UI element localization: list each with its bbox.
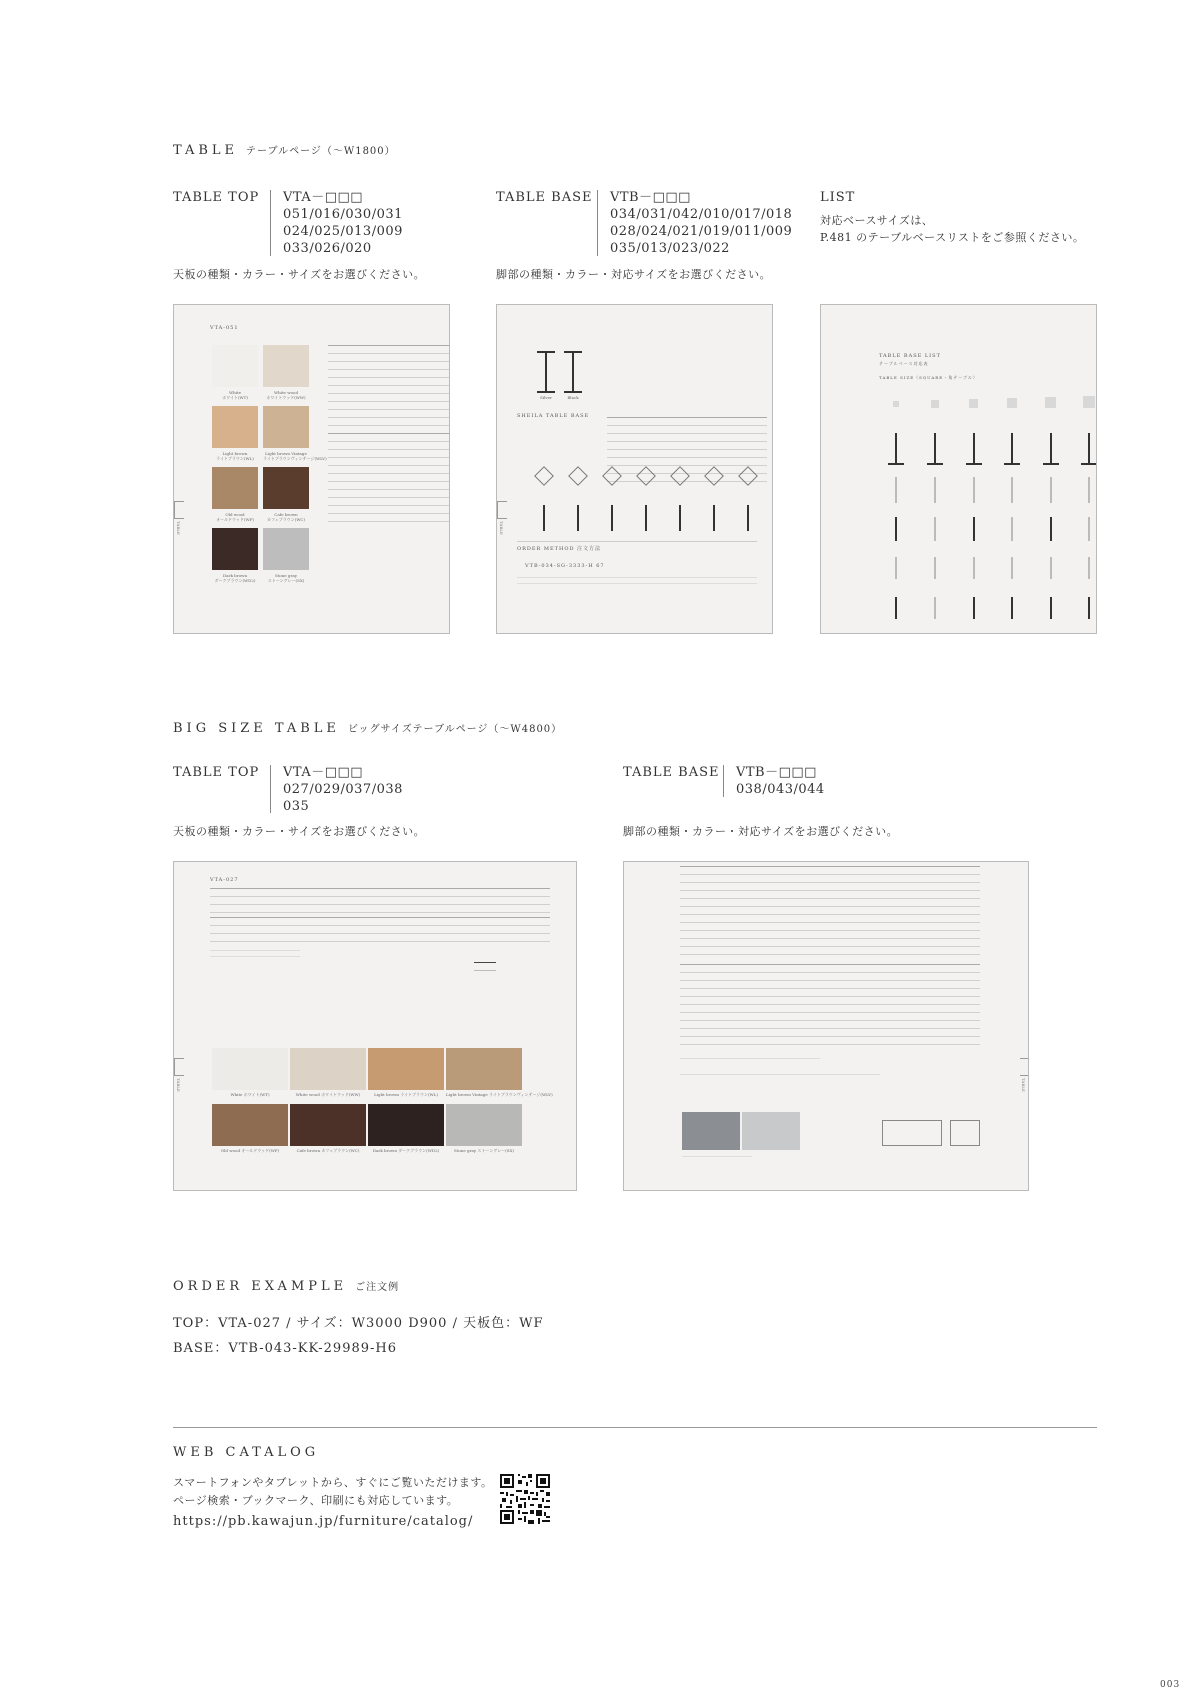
- leg: [1011, 477, 1013, 503]
- leg: [1011, 597, 1013, 619]
- leg: [1050, 557, 1052, 579]
- swatch: [212, 467, 258, 509]
- thumbnail-title: TABLE BASE LIST: [879, 353, 941, 359]
- table-size-label: TABLE SIZE（SQUARE・角テーブル）: [879, 375, 978, 380]
- table-top-codes: VTA－□□□ 051/016/030/031 024/025/013/009 033/026/020: [283, 190, 403, 256]
- thumbnail-title: SHEILA TABLE BASE: [517, 413, 590, 419]
- swatch-label: White ホワイト(WT): [222, 390, 248, 400]
- leg: [611, 505, 613, 531]
- text-line: [210, 956, 300, 957]
- text-line: [517, 577, 757, 578]
- foot: [966, 463, 982, 465]
- swatch: [368, 1048, 444, 1090]
- foot: [537, 391, 555, 393]
- leg: [934, 517, 936, 541]
- order-method-title: ORDER METHOD 注文方法: [517, 546, 602, 552]
- leg: [1050, 477, 1052, 503]
- order-example-heading: ORDER EXAMPLE ご注文例: [173, 1279, 400, 1294]
- foot: [1081, 463, 1097, 465]
- price-table: [328, 433, 450, 522]
- side-tab-label: TABLE: [176, 521, 181, 535]
- page-thumbnail-vta-051[interactable]: [173, 304, 450, 634]
- list-note: 対応ベースサイズは、 P.481 のテーブルベースリストをご参照ください。: [820, 214, 1085, 244]
- leg: [1011, 517, 1013, 541]
- side-tab-label: TABLE: [1021, 1078, 1026, 1092]
- thumbnail-title: VTA-051: [210, 325, 239, 331]
- leg-label: Black: [567, 395, 579, 400]
- swatch: [263, 406, 309, 448]
- swatch-label: White ホワイト(WT): [230, 1092, 270, 1097]
- table-base-label: TABLE BASE: [496, 190, 593, 205]
- foot: [1043, 463, 1059, 465]
- leg: [895, 517, 897, 541]
- leg: [973, 433, 975, 463]
- swatch-label: Stone gray ストーングレー(SX): [267, 573, 305, 583]
- leg: [645, 505, 647, 531]
- swatch-label: Cafe brown カフェブラウン(WC): [266, 512, 306, 522]
- size-square: [969, 399, 978, 408]
- table-top-label: TABLE TOP: [173, 190, 260, 205]
- swatch: [212, 406, 258, 448]
- text-line: [210, 950, 300, 951]
- swatch: [212, 345, 258, 387]
- price-table: [210, 917, 550, 942]
- leg: [973, 597, 975, 619]
- swatch-label: Stone gray ストーングレー(SX): [454, 1148, 514, 1153]
- big-table-base-codes: VTB－□□□ 038/043/044: [736, 765, 825, 797]
- leg: [973, 517, 975, 541]
- section-big-size-heading: BIG SIZE TABLE ビッグサイズテーブルページ（～W4800）: [173, 721, 563, 736]
- swatch: [446, 1048, 522, 1090]
- size-square: [1045, 397, 1056, 408]
- table-base-codes: VTB－□□□ 034/031/042/010/017/018 028/024/021/019/011/009 035/013/023/022: [610, 190, 793, 256]
- leg-black: [572, 351, 574, 391]
- order-code: VTB-034-SG-3333-H 67: [525, 563, 605, 569]
- leg: [1011, 557, 1013, 579]
- list-label: LIST: [820, 190, 856, 205]
- text-line: [680, 1058, 820, 1059]
- size-square: [1083, 396, 1095, 408]
- web-catalog-heading: WEB CATALOG: [173, 1445, 320, 1460]
- page-thumbnail-table-base-list[interactable]: [820, 304, 1097, 634]
- size-square: [1007, 398, 1017, 408]
- leg: [1088, 517, 1090, 541]
- foot: [888, 463, 904, 465]
- drawing: [882, 1120, 942, 1146]
- swatch: [212, 528, 258, 570]
- divider: [517, 541, 757, 542]
- swatch: [263, 345, 309, 387]
- drawing: [950, 1120, 980, 1146]
- big-table-top-codes: VTA－□□□ 027/029/037/038 035: [283, 765, 403, 814]
- text-line: [517, 583, 757, 584]
- big-table-base-note: 脚部の種類・カラー・対応サイズをお選びください。: [623, 825, 899, 838]
- leg: [1050, 433, 1052, 463]
- side-tab: [1020, 1058, 1029, 1076]
- thumbnail-title: VTA-027: [210, 877, 239, 883]
- diagram-line: [474, 970, 496, 971]
- swatch-label: Light brown Vintage ライトブラウンヴィンテージ(WLV): [263, 451, 327, 461]
- divider: [597, 190, 598, 256]
- price-table: [328, 345, 450, 426]
- swatch: [290, 1048, 366, 1090]
- leg: [895, 433, 897, 463]
- leg: [543, 505, 545, 531]
- leg: [934, 597, 936, 619]
- leg: [1011, 433, 1013, 463]
- leg: [747, 505, 749, 531]
- swatch-label: Old wood オールドウッド(WF): [220, 1148, 280, 1153]
- leg: [895, 477, 897, 503]
- swatch: [212, 1104, 288, 1146]
- leg: [679, 505, 681, 531]
- leg: [1050, 597, 1052, 619]
- page-number: 003: [1160, 1680, 1181, 1690]
- top: [537, 351, 555, 353]
- big-table-base-label: TABLE BASE: [623, 765, 720, 780]
- leg: [1088, 597, 1090, 619]
- swatch: [368, 1104, 444, 1146]
- swatch: [290, 1104, 366, 1146]
- diagram: [568, 466, 588, 486]
- divider: [723, 765, 724, 797]
- qr-code-icon[interactable]: [500, 1474, 550, 1524]
- leg: [713, 505, 715, 531]
- page-thumbnail-sheila-table-base[interactable]: [496, 304, 773, 634]
- web-catalog-line2: ページ検索・ブックマーク、印刷にも対応しています。: [173, 1494, 459, 1507]
- leg: [973, 477, 975, 503]
- leg: [1088, 557, 1090, 579]
- leg: [934, 557, 936, 579]
- foot: [1004, 463, 1020, 465]
- leg: [934, 433, 936, 463]
- spec-table: [680, 964, 980, 1045]
- divider-line: [173, 1427, 1097, 1428]
- swatch-label: Light brown ライトブラウン(WL): [374, 1092, 438, 1097]
- divider: [270, 190, 271, 256]
- swatch: [212, 1048, 288, 1090]
- side-tab-label: TABLE: [499, 521, 504, 535]
- diagram-line: [474, 962, 496, 963]
- leg: [934, 477, 936, 503]
- size-square: [931, 400, 939, 408]
- leg: [895, 557, 897, 579]
- divider: [270, 765, 271, 813]
- order-example-base: BASE：VTB-043-KK-29989-H6: [173, 1341, 398, 1356]
- big-table-top-note: 天板の種類・カラー・サイズをお選びください。: [173, 825, 426, 838]
- swatch-label: Cafe brown カフェブラウン(WC): [296, 1148, 360, 1153]
- swatch: [446, 1104, 522, 1146]
- swatch-label: Light brown ライトブラウン(WL): [216, 451, 254, 461]
- swatch-label: White wood ホワイトウッド(WW): [266, 390, 306, 400]
- leg: [1088, 477, 1090, 503]
- leg: [1088, 433, 1090, 463]
- leg-label: Silver: [540, 395, 552, 400]
- table-top-note: 天板の種類・カラー・サイズをお選びください。: [173, 268, 426, 281]
- swatch-label: Dark brown ダークブラウン(WD2): [372, 1148, 440, 1153]
- side-tab-label: TABLE: [176, 1078, 181, 1092]
- swatch-label: Dark brown ダークブラウン(WD2): [214, 573, 256, 583]
- page-thumbnail-vta-027[interactable]: [173, 861, 577, 1191]
- order-example-top: TOP：VTA-027 / サイズ：W3000 D900 / 天板色：WF: [173, 1316, 544, 1331]
- photo: [682, 1112, 740, 1150]
- side-tab: [174, 501, 184, 519]
- section-table-heading: TABLE テーブルページ（～W1800）: [173, 143, 396, 158]
- side-tab: [497, 501, 507, 519]
- price-table: [210, 888, 550, 913]
- side-tab: [174, 1058, 184, 1076]
- big-table-top-label: TABLE TOP: [173, 765, 260, 780]
- spec-table: [680, 866, 980, 955]
- swatch-label: Light brown Vintage ライトブラウンヴィンテージ(WLV): [446, 1092, 553, 1097]
- leg: [895, 597, 897, 619]
- page-thumbnail-big-table-base[interactable]: [623, 861, 1029, 1191]
- photo: [742, 1112, 800, 1150]
- table-base-note: 脚部の種類・カラー・対応サイズをお選びください。: [496, 268, 772, 281]
- thumbnail-subtitle: テーブルベース対応表: [879, 361, 929, 366]
- web-catalog-line1: スマートフォンやタブレットから、すぐにご覧いただけます。: [173, 1476, 493, 1489]
- top: [564, 351, 582, 353]
- swatch-label: Old wood オールドウッド(WF): [216, 512, 254, 522]
- text-line: [680, 1074, 880, 1075]
- leg: [577, 505, 579, 531]
- leg: [973, 557, 975, 579]
- foot: [927, 463, 943, 465]
- web-catalog-url-link[interactable]: https://pb.kawajun.jp/furniture/catalog/: [173, 1514, 474, 1529]
- swatch-label: White wood ホワイトウッド(WW): [295, 1092, 361, 1097]
- foot: [564, 391, 582, 393]
- leg: [1050, 517, 1052, 541]
- text-line: [682, 1156, 752, 1157]
- diagram: [534, 466, 554, 486]
- leg-silver: [545, 351, 547, 391]
- swatch: [263, 467, 309, 509]
- swatch: [263, 528, 309, 570]
- size-square: [893, 401, 899, 407]
